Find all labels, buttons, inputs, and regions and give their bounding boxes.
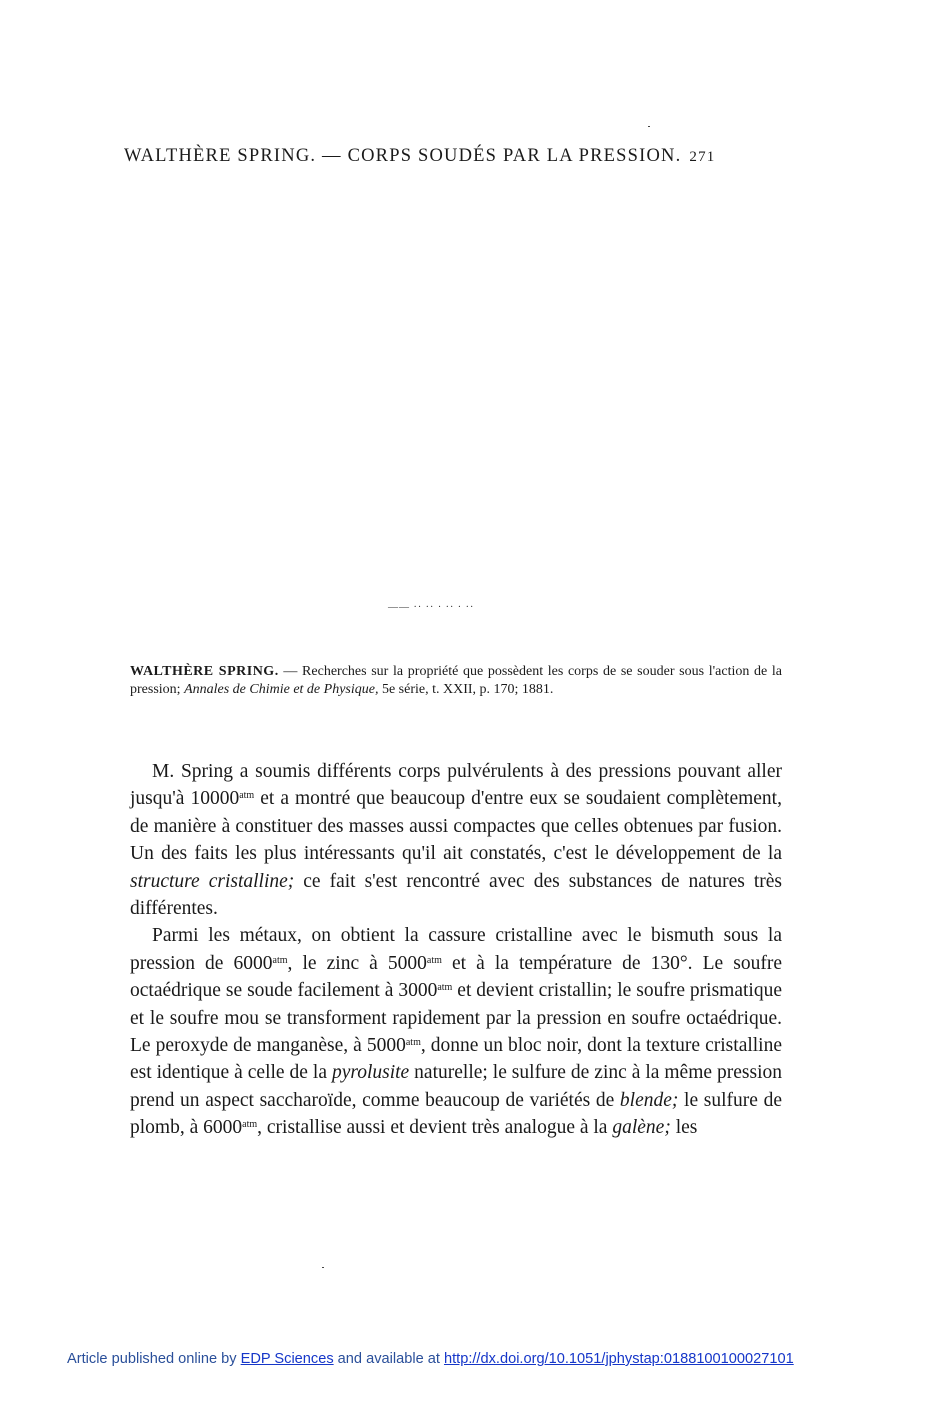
unit-superscript: atm bbox=[272, 954, 288, 966]
reference-journal: Annales de Chimie et de Physique, bbox=[184, 682, 379, 697]
scan-speck bbox=[648, 126, 650, 127]
p2-text-5: , donne un bloc noir, dont la texture cristalline est identique à celle de la bbox=[130, 1035, 783, 1084]
unit-superscript: atm bbox=[239, 790, 255, 802]
paragraph-1 bbox=[130, 758, 782, 922]
p2-emphasis-blende: blende; bbox=[619, 1089, 679, 1111]
p1-text-1: M. Spring a soumis différents corps pulvérulents à des pressions pouvant aller jusqu'à 10000 bbox=[130, 761, 782, 810]
p2-text-9: les bbox=[670, 1117, 698, 1139]
reference-author: WALTHÈRE SPRING. bbox=[130, 664, 279, 679]
p2-emphasis-pyrolusite: pyrolusite bbox=[331, 1062, 410, 1084]
unit-superscript: atm bbox=[426, 954, 442, 966]
section-ornament: —— ·· ·· · ·· · ·· bbox=[388, 602, 475, 613]
unit-superscript: atm bbox=[405, 1037, 421, 1049]
publisher-link[interactable]: EDP Sciences bbox=[240, 1351, 334, 1367]
article-body bbox=[130, 758, 782, 1142]
unit-superscript: atm bbox=[242, 1119, 258, 1131]
running-header bbox=[124, 146, 784, 167]
unit-superscript: atm bbox=[437, 982, 453, 994]
p2-emphasis-galene: galène; bbox=[612, 1117, 671, 1139]
reference-details: 5e série, t. XXII, p. 170; 1881. bbox=[378, 682, 554, 697]
p2-text-3: et à la température de 130°. Le soufre octaédrique se soude facilement à 3000 bbox=[130, 952, 782, 1002]
footer-prefix: Article published online by bbox=[67, 1351, 241, 1367]
p2-text-7: le sulfure de plomb, à 6000 bbox=[130, 1089, 782, 1139]
reference-dash: — bbox=[278, 664, 303, 679]
publication-footer bbox=[67, 1351, 867, 1367]
doi-link[interactable]: http://dx.doi.org/10.1051/jphystap:0188100100027101 bbox=[443, 1351, 794, 1367]
p2-text-2: , le zinc à 5000 bbox=[287, 952, 427, 974]
reference-title: Recherches sur la propriété que possèdent les corps de se souder sous l'action de la pression; bbox=[130, 664, 783, 697]
p1-text-3: ce fait s'est rencontré avec des substances de natures très différentes. bbox=[130, 870, 782, 920]
p1-text-2: et a montré que beaucoup d'entre eux se soudaient complètement, de manière à constituer des masses aussi compactes que celles obtenues par fusion. Un des faits les plus intéressants qu'il ait constatés, c'est le développement de la bbox=[130, 788, 782, 865]
running-title: WALTHÈRE SPRING. — CORPS SOUDÉS PAR LA PRESSION. bbox=[124, 146, 682, 166]
p2-text-1: Parmi les métaux, on obtient la cassure cristalline avec le bismuth sous la pression de 6000 bbox=[130, 925, 782, 974]
p1-emphasis: structure cristalline; bbox=[130, 870, 295, 892]
p2-text-4: et devient cristallin; le soufre prismatique et le soufre mou se transforment rapidement par la pression en soufre octaédrique. Le peroxyde de manganèse, à 5000 bbox=[130, 980, 782, 1057]
scan-speck bbox=[322, 1267, 324, 1268]
p2-text-8: , cristallise aussi et devient très analogue à la bbox=[257, 1117, 613, 1139]
paragraph-2 bbox=[130, 922, 782, 1141]
footer-middle: and available at bbox=[333, 1351, 444, 1367]
page-number: 271 bbox=[689, 149, 716, 165]
bibliographic-reference bbox=[130, 663, 782, 699]
p2-text-6: naturelle; le sulfure de zinc à la même pression prend un aspect saccharoïde, comme beaucoup de variétés de bbox=[130, 1062, 782, 1111]
